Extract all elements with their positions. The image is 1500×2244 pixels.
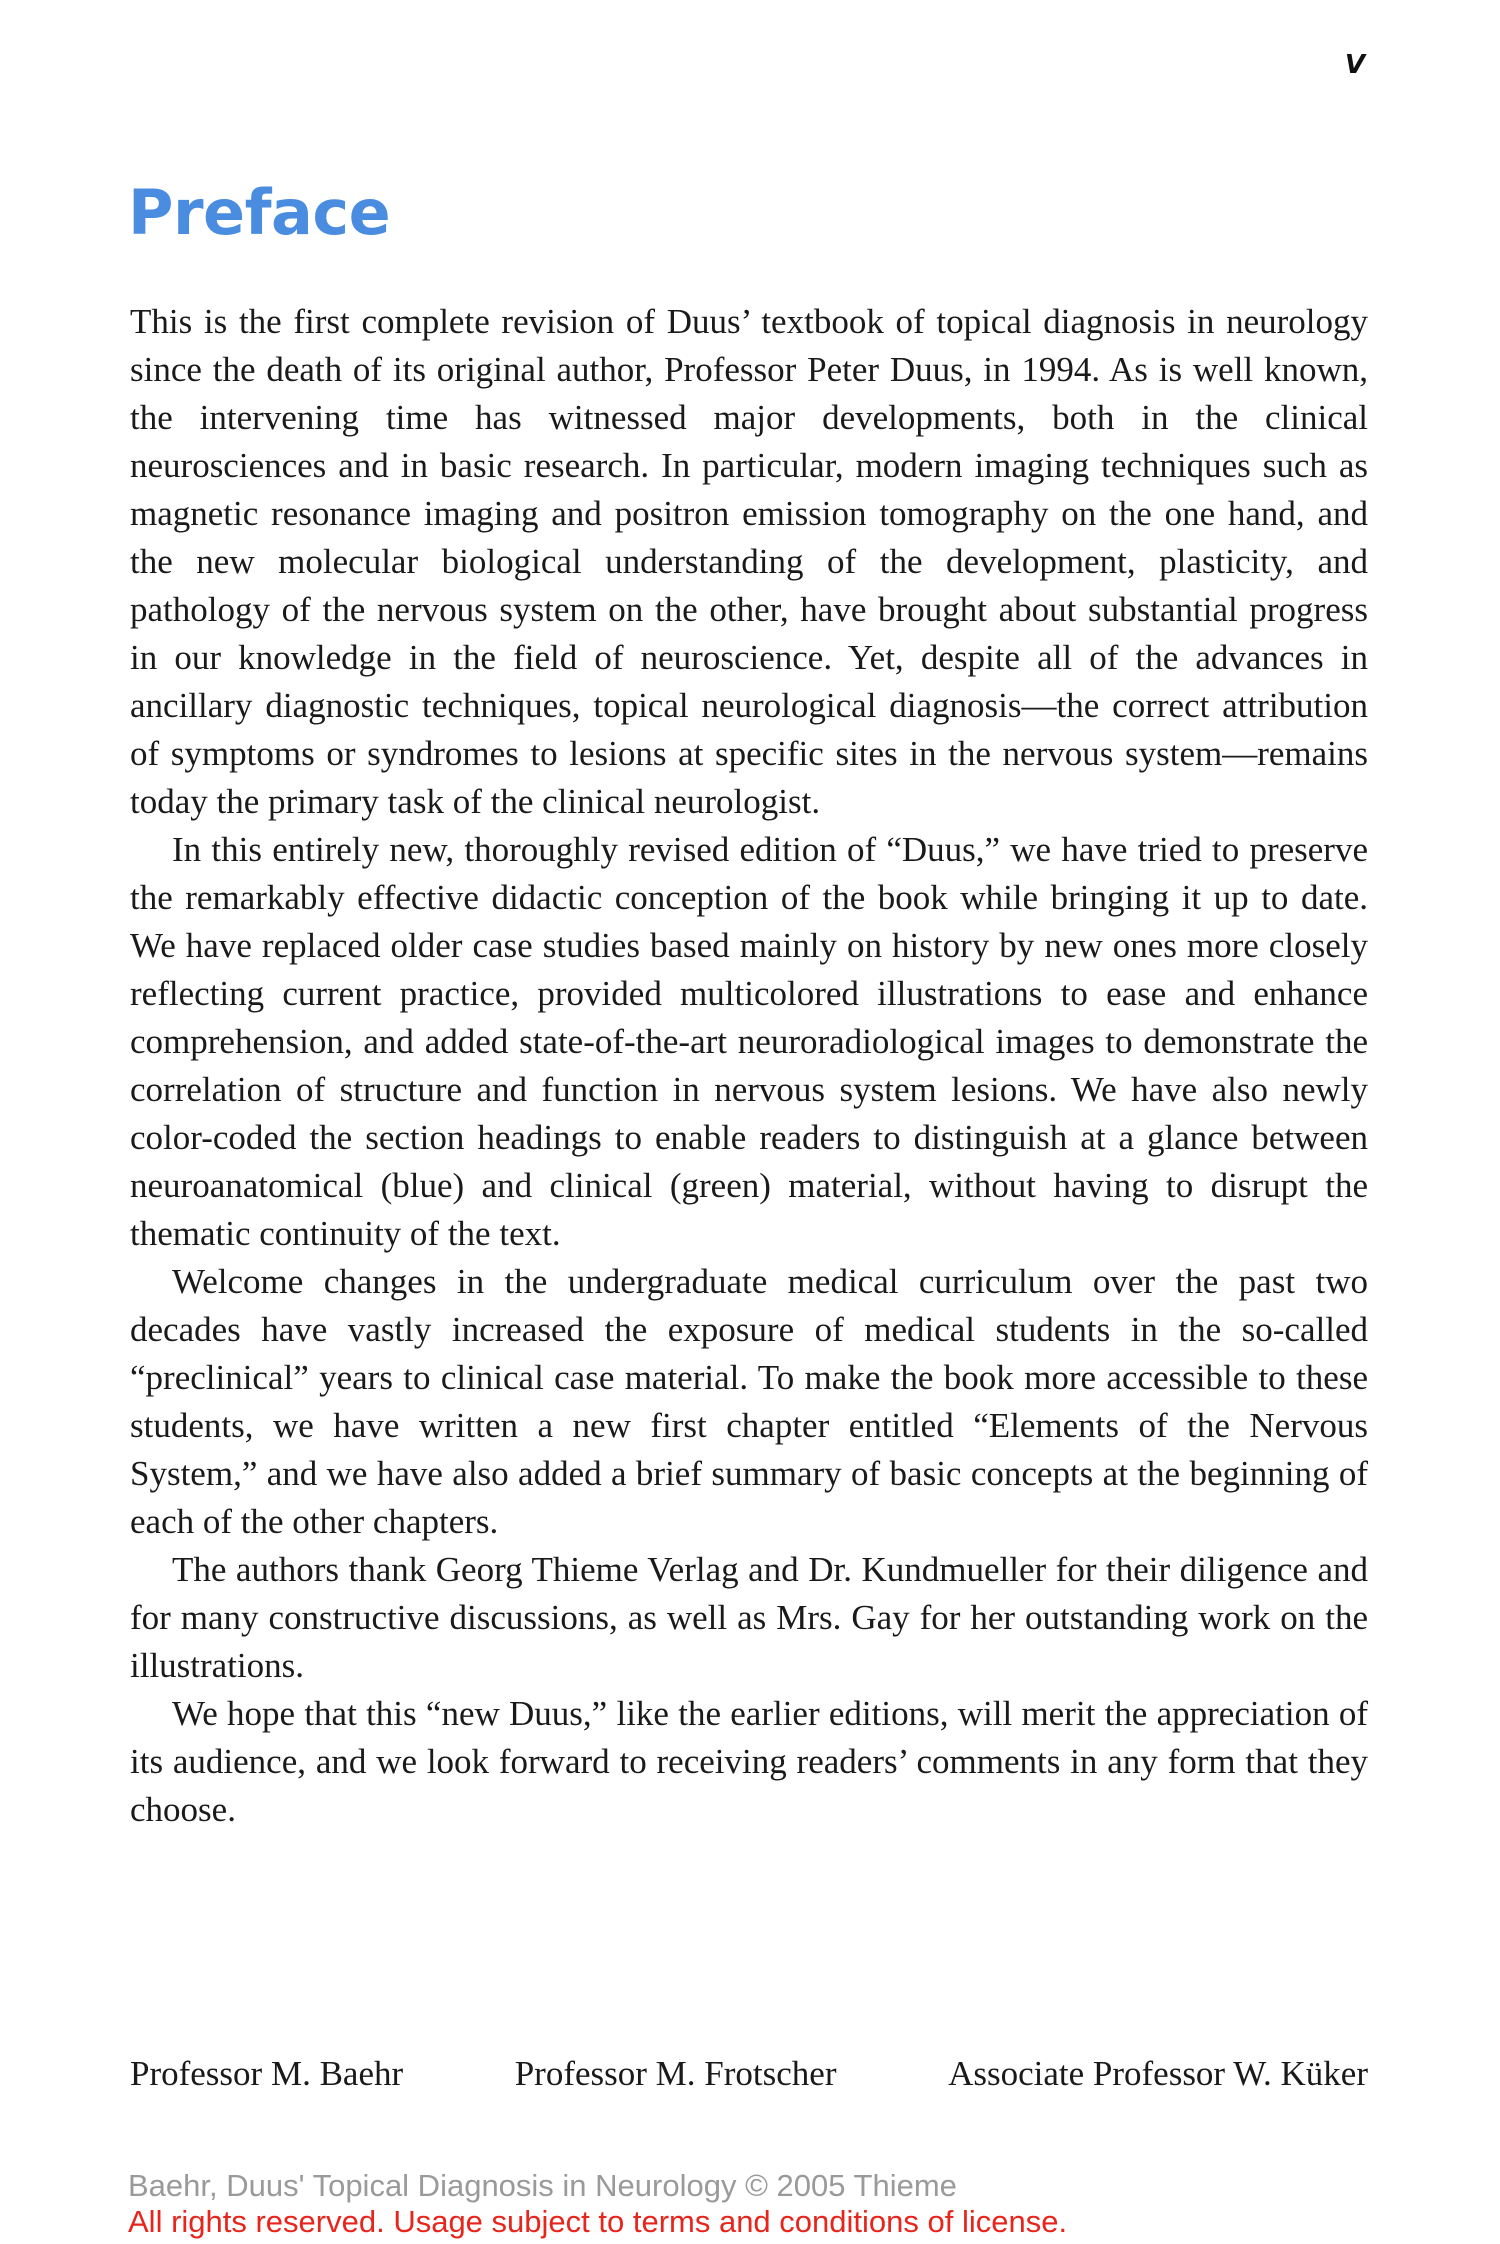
page-number: V [1344, 50, 1365, 80]
license-footer [128, 2168, 1067, 2240]
signature-frotscher: Professor M. Frotscher [514, 2054, 837, 2093]
page-title: Preface [128, 176, 391, 249]
copyright-notice: Baehr, Duus' Topical Diagnosis in Neurology © 2005 Thieme [128, 2168, 957, 2203]
paragraph: We hope that this “new Duus,” like the earlier editions, will merit the appreciation of its audience, and we look forward to receiving readers’ comments in any form that they choose. [130, 1694, 1368, 1829]
paragraph: Welcome changes in the undergraduate medical curriculum over the past two decades have vastly increased the exposure of medical students in the so-called “preclinical” years to clinical case material. To make the book more accessible to these students, we have written a new first chapter entitled “Elements of the Nervous System,” and we have also added a brief summary of basic concepts at the beginning of each of the other chapters. [130, 1262, 1368, 1541]
signature-kueker: Associate Professor W. Küker [948, 2054, 1368, 2093]
paragraph: In this entirely new, thoroughly revised edition of “Duus,” we have tried to preserve the remarkably effective didactic conception of the book while bringing it up to date. We have replaced older case studies based mainly on history by new ones more closely reflecting current practice, provided multicolored illustrations to ease and enhance comprehension, and added state-of-the-art neuroradiological images to demonstrate the correlation of structure and function in nervous system lesions. We have also newly color-coded the section headings to enable readers to distinguish at a glance between neuroanatomical (blue) and clinical (green) material, without having to disrupt the thematic continuity of the text. [130, 830, 1368, 1253]
rights-notice: All rights reserved. Usage subject to terms and conditions of license. [128, 2204, 1068, 2239]
paragraph: The authors thank Georg Thieme Verlag and Dr. Kundmueller for their diligence and for many constructive discussions, as well as Mrs. Gay for her outstanding work on the illustrations. [130, 1550, 1368, 1685]
author-signatures [130, 2050, 1368, 2098]
signature-baehr: Professor M. Baehr [130, 2054, 404, 2093]
paragraph: This is the first complete revision of Duus’ textbook of topical diagnosis in neurology since the death of its original author, Professor Peter Duus, in 1994. As is well known, the intervening time has witnessed major developments, both in the clinical neurosciences and in basic research. In particular, modern imaging techniques such as magnetic resonance imaging and positron emission tomography on the one hand, and the new molecular biological understanding of the development, plasticity, and pathology of the nervous system on the other, have brought about substantial progress in our knowledge in the field of neuroscience. Yet, despite all of the advances in ancillary diagnostic techniques, topical neurological diagnosis—the correct attribution of symptoms or syndromes to lesions at specific sites in the nervous system—remains today the primary task of the clinical neurologist. [130, 302, 1368, 821]
preface-body [130, 298, 1368, 1834]
